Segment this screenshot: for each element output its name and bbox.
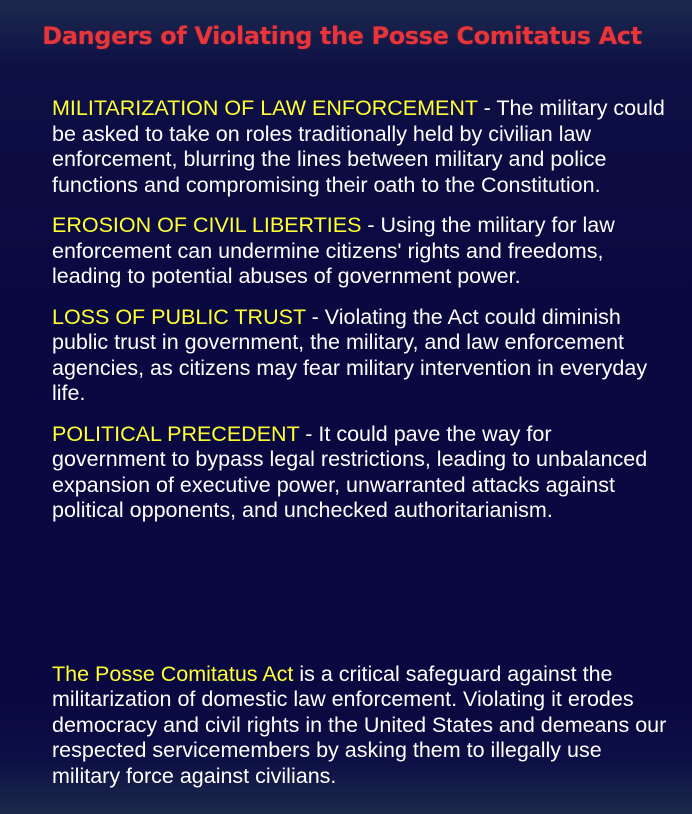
danger-text: - Violating the Act could diminish public trust in government, the military, and law enforcement agencies, as citizens may fear military intervention in everyday life. [52,304,648,405]
danger-item-public-trust [52,305,667,407]
danger-label: LOSS OF PUBLIC TRUST [52,304,306,329]
danger-label: MILITARIZATION OF LAW ENFORCEMENT [52,96,478,120]
page-title: Dangers of Violating the Posse Comitatus Act [42,22,642,50]
danger-label: POLITICAL PRECEDENT [52,421,300,446]
danger-text: - Using the military for law enforcement can undermine citizens' rights and freedoms, leading to potential abuses of government power. [52,213,615,288]
danger-item-civil-liberties [52,213,667,290]
danger-item-militarization [52,96,667,198]
dangers-list [52,96,667,539]
danger-item-political-precedent [52,422,667,524]
danger-text: - The military could be asked to take on roles traditionally held by civilian law enforcement, blurring the lines between military and police functions and compromising their oath to the Constitution. [52,96,665,197]
danger-label: EROSION OF CIVIL LIBERTIES [52,213,362,237]
closing-label: The Posse Comitatus Act [52,661,294,686]
closing-text: is a critical safeguard against the militarization of domestic law enforcement. Violating it erodes democracy and civil rights in the United States and demeans our respected servicemembers by asking them to illegally use military force against civilians. [52,661,667,788]
closing-statement [52,662,667,790]
danger-text: - It could pave the way for government to bypass legal restrictions, leading to unbalanced expansion of executive power, unwarranted attacks against political opponents, and unchecked authoritarianism. [52,421,648,522]
